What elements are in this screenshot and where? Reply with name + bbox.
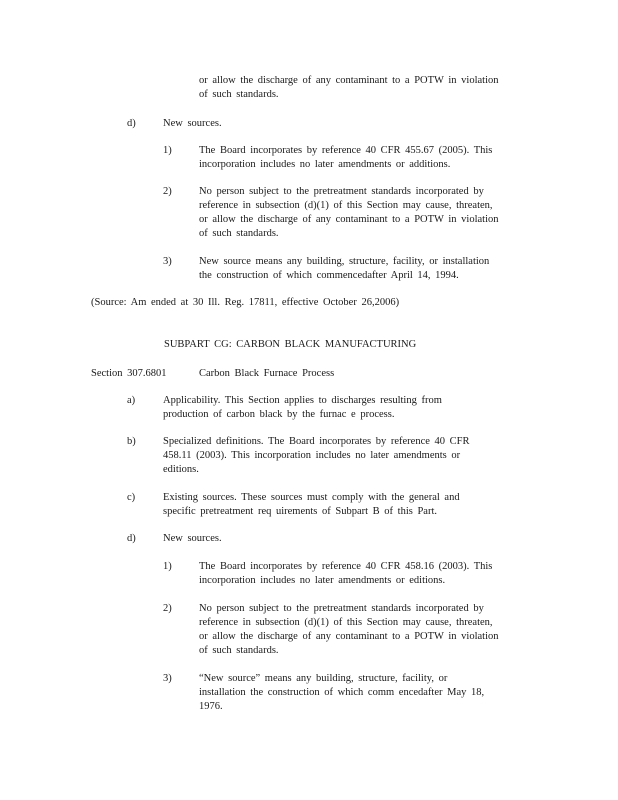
subitem-line: of such standards.	[199, 645, 279, 656]
continuation-line: or allow the discharge of any contaminant to a POTW in violation	[199, 75, 499, 86]
item-line: 458.11 (2003). This incorporation includes no later amendments or	[163, 450, 461, 461]
item-line: Specialized definitions. The Board incorporates by reference 40 CFR	[163, 436, 470, 447]
subitem-line: The Board incorporates by reference 40 CFR 455.67 (2005). This	[199, 145, 493, 156]
subitem-line: 1976.	[199, 701, 223, 712]
subitem-line: New source means any building, structure, facility, or installation	[199, 256, 490, 267]
subitem-label: 2)	[163, 186, 172, 197]
section-title: Carbon Black Furnace Process	[199, 368, 335, 379]
subitem-line: reference in subsection (d)(1) of this Section may cause, threaten,	[199, 200, 493, 211]
subpart-heading: SUBPART CG: CARBON BLACK MANUFACTURING	[164, 339, 417, 350]
subitem-line: or allow the discharge of any contaminant to a POTW in violation	[199, 631, 499, 642]
item-line: specific pretreatment req uirements of Subpart B of this Part.	[163, 506, 438, 517]
item-label: b)	[127, 436, 136, 447]
subitem-label: 1)	[163, 561, 172, 572]
subitem-line: of such standards.	[199, 228, 279, 239]
item-label: d)	[127, 118, 136, 129]
item-line: Existing sources. These sources must comply with the general and	[163, 492, 460, 503]
subitem-line: The Board incorporates by reference 40 CFR 458.16 (2003). This	[199, 561, 493, 572]
item-label: c)	[127, 492, 136, 503]
subitem-line: incorporation includes no later amendments or editions.	[199, 575, 446, 586]
item-line: Applicability. This Section applies to discharges resulting from	[163, 395, 442, 406]
subitem-label: 1)	[163, 145, 172, 156]
subitem-line: reference in subsection (d)(1) of this Section may cause, threaten,	[199, 617, 493, 628]
subitem-line: No person subject to the pretreatment standards incorporated by	[199, 603, 484, 614]
subitem-label: 3)	[163, 673, 172, 684]
source-note: (Source: Am ended at 30 Ill. Reg. 17811, effective October 26,2006)	[91, 297, 400, 308]
subitem-line: the construction of which commencedafter April 14, 1994.	[199, 270, 459, 281]
subitem-line: installation the construction of which comm encedafter May 18,	[199, 687, 485, 698]
continuation-line: of such standards.	[199, 89, 279, 100]
subitem-line: “New source” means any building, structure, facility, or	[199, 673, 448, 684]
item-title: New sources.	[163, 118, 222, 129]
item-title: New sources.	[163, 533, 222, 544]
subitem-line: incorporation includes no later amendments or additions.	[199, 159, 451, 170]
item-label: d)	[127, 533, 136, 544]
subitem-label: 3)	[163, 256, 172, 267]
section-number: Section 307.6801	[91, 368, 167, 379]
item-label: a)	[127, 395, 136, 406]
subitem-line: or allow the discharge of any contaminant to a POTW in violation	[199, 214, 499, 225]
item-line: editions.	[163, 464, 199, 475]
subitem-line: No person subject to the pretreatment standards incorporated by	[199, 186, 484, 197]
item-line: production of carbon black by the furnac e process.	[163, 409, 395, 420]
subitem-label: 2)	[163, 603, 172, 614]
